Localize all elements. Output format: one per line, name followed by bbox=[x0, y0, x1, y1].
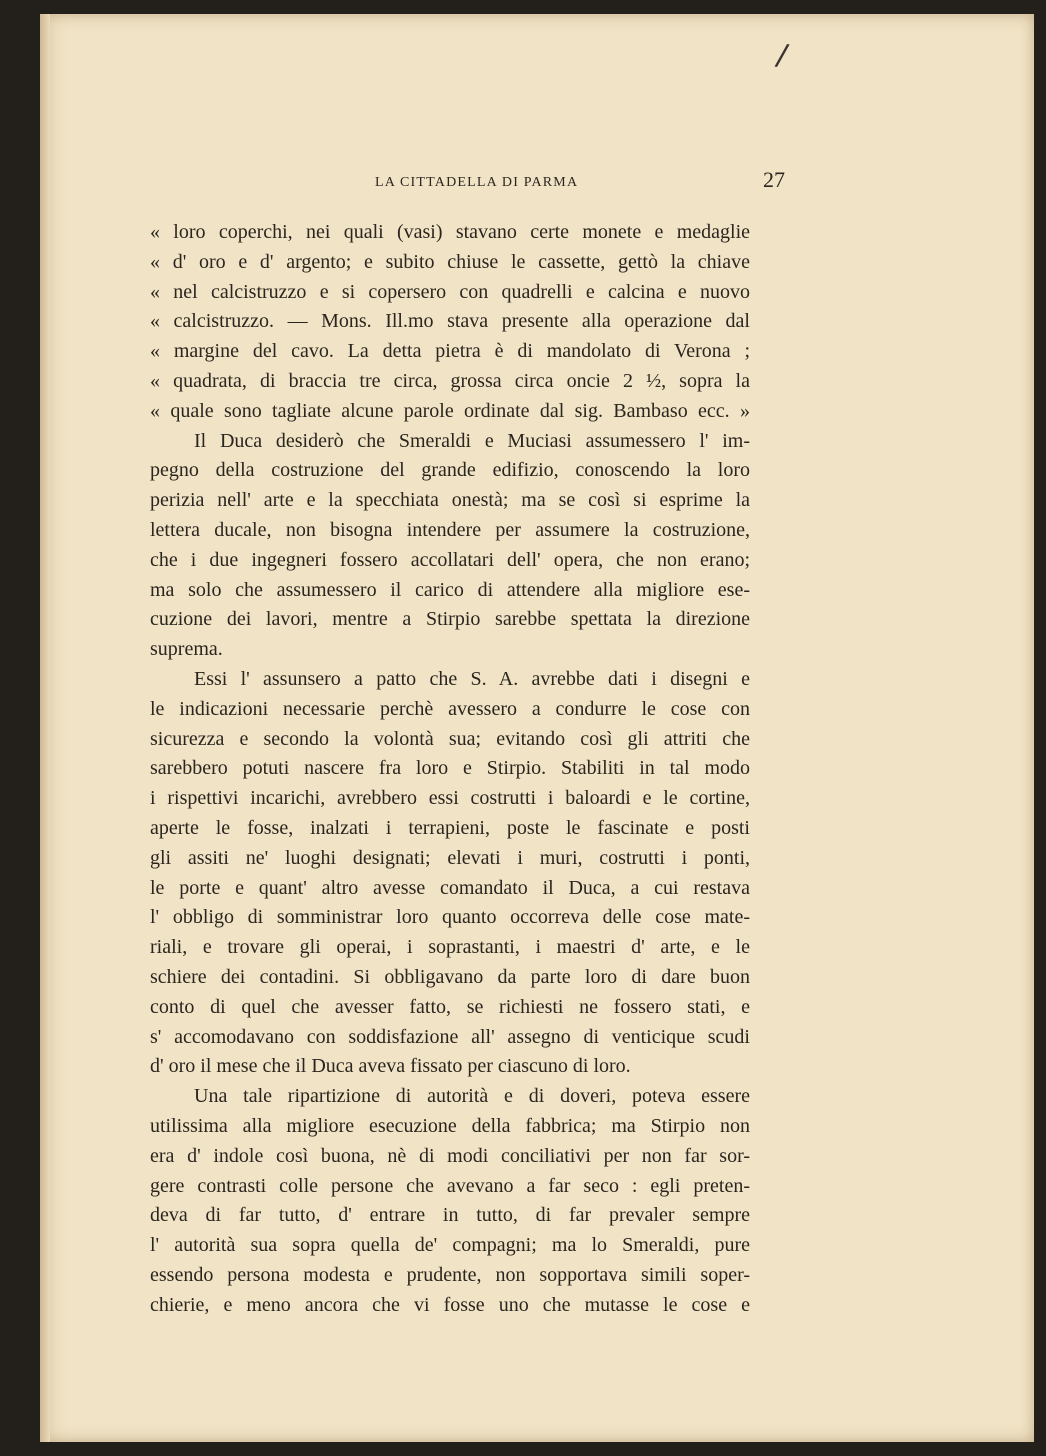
text-line: riali, e trovare gli operai, i soprastanti, i maestri d' arte, e le bbox=[150, 936, 750, 959]
text-line: Essi l' assunsero a patto che S. A. avrebbe dati i disegni e bbox=[194, 667, 750, 690]
page-gutter bbox=[40, 14, 50, 1442]
pencil-mark: / bbox=[773, 37, 791, 74]
text-line: sarebbero potuti nascere fra loro e Stirpio. Stabiliti in tal modo bbox=[150, 757, 750, 780]
text-line: chierie, e meno ancora che vi fosse uno che mutasse le cose e bbox=[150, 1293, 750, 1316]
text-line: sicurezza e secondo la volontà sua; evitando così gli attriti che bbox=[150, 727, 750, 750]
text-line: schiere dei contadini. Si obbligavano da parte loro di dare buon bbox=[150, 965, 750, 988]
text-line: « margine del cavo. La detta pietra è di mandolato di Verona ; bbox=[150, 340, 750, 363]
page-header bbox=[335, 165, 785, 205]
text-line: le indicazioni necessarie perchè avessero a condurre le cose con bbox=[150, 697, 750, 720]
text-line: perizia nell' arte e la specchiata onestà; ma se così si esprime la bbox=[150, 489, 750, 512]
text-line: era d' indole così buona, nè di modi conciliativi per non far sor- bbox=[150, 1144, 750, 1167]
text-line: aperte le fosse, inalzati i terrapieni, poste le fascinate e posti bbox=[150, 816, 750, 839]
text-line: d' oro il mese che il Duca aveva fissato per ciascuno di loro. bbox=[150, 1055, 631, 1078]
text-line: « calcistruzzo. — Mons. Ill.mo stava presente alla operazione dal bbox=[150, 310, 750, 333]
running-title: LA CITTADELLA DI PARMA bbox=[375, 175, 579, 190]
text-line: che i due ingegneri fossero accollatari dell' opera, che non erano; bbox=[150, 548, 750, 571]
text-line: « nel calcistruzzo e si copersero con quadrelli e calcina e nuovo bbox=[150, 280, 750, 303]
text-line: « loro coperchi, nei quali (vasi) stavano certe monete e medaglie bbox=[150, 221, 750, 243]
text-line: le porte e quant' altro avesse comandato il Duca, a cui restava bbox=[150, 876, 750, 899]
text-line: pegno della costruzione del grande edifizio, conoscendo la loro bbox=[150, 459, 750, 482]
text-line: l' autorità sua sopra quella de' compagni; ma lo Smeraldi, pure bbox=[150, 1234, 750, 1257]
text-line: Una tale ripartizione di autorità e di doveri, poteva essere bbox=[194, 1085, 750, 1108]
text-line: Il Duca desiderò che Smeraldi e Muciasi assumessero l' im- bbox=[194, 429, 750, 452]
text-line: « quadrata, di braccia tre circa, grossa circa oncie 2 ½, sopra la bbox=[150, 369, 750, 392]
text-line: gli assiti ne' luoghi designati; elevati i muri, costrutti i ponti, bbox=[150, 846, 750, 869]
text-line: « d' oro e d' argento; e subito chiuse le cassette, gettò la chiave bbox=[150, 250, 750, 273]
text-line: i rispettivi incarichi, avrebbero essi costrutti i baloardi e le cortine, bbox=[150, 787, 750, 810]
text-line: lettera ducale, non bisogna intendere per assumere la costruzione, bbox=[150, 518, 750, 541]
text-line: « quale sono tagliate alcune parole ordinate dal sig. Bambaso ecc. » bbox=[150, 399, 750, 422]
text-line: utilissima alla migliore esecuzione della fabbrica; ma Stirpio non bbox=[150, 1114, 750, 1137]
text-line: deva di far tutto, d' entrare in tutto, di far prevaler sempre bbox=[150, 1204, 750, 1227]
text-line: gere contrasti colle persone che avevano a far seco : egli preten- bbox=[150, 1174, 750, 1197]
text-line: l' obbligo di somministrar loro quanto occorreva delle cose mate- bbox=[150, 906, 750, 929]
text-line: cuzione dei lavori, mentre a Stirpio sarebbe spettata la direzione bbox=[150, 608, 750, 631]
text-line: ma solo che assumessero il carico di attendere alla migliore ese- bbox=[150, 578, 750, 601]
text-line: s' accomodavano con soddisfazione all' assegno di venticique scudi bbox=[150, 1025, 750, 1048]
page-number: 27 bbox=[763, 167, 785, 192]
text-line: conto di quel che avesser fatto, se richiesti ne fossero stati, e bbox=[150, 995, 750, 1018]
text-line: essendo persona modesta e prudente, non sopportava simili soper- bbox=[150, 1263, 750, 1286]
body-text bbox=[150, 218, 750, 1320]
text-line: suprema. bbox=[150, 638, 223, 661]
